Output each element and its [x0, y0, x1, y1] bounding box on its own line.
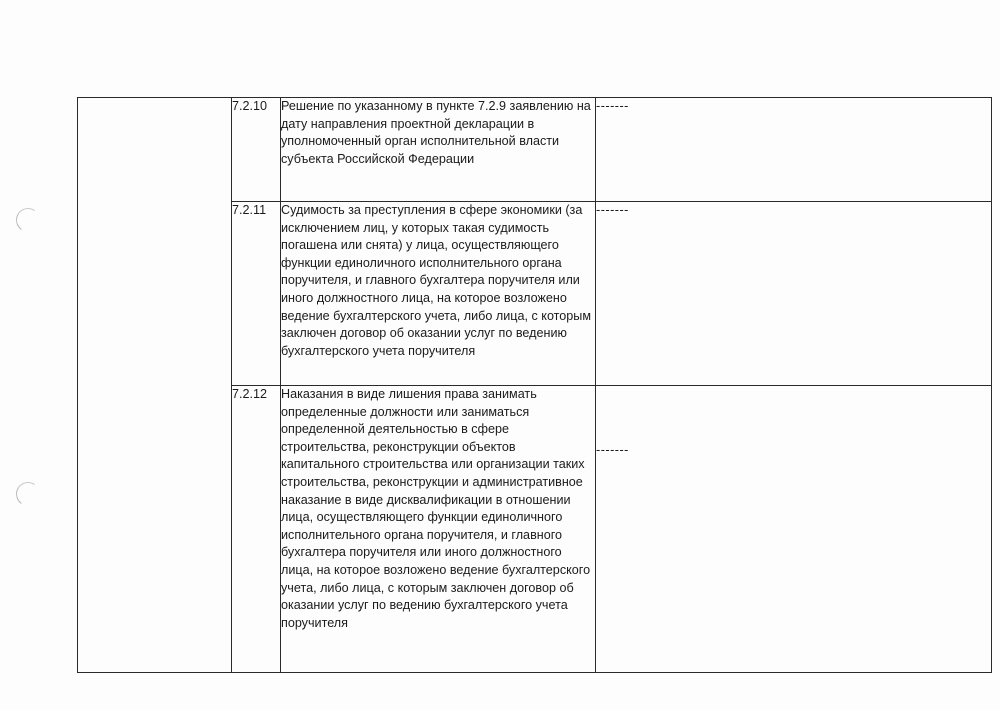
punch-hole-top-icon — [14, 206, 42, 234]
table-row — [78, 98, 992, 202]
row-number: 7.2.11 — [232, 202, 281, 386]
row-description: Судимость за преступления в сфере экономики (за исключением лиц, у которых такая судимость погашена или снята) у лица, осуществляющего функции единоличного исполнительного органа поручителя, и главного бухгалтера поручителя или иного должностного лица, на которое возложено ведение бухгалтерского учета, либо лица, с которым заключен договор об оказании услуг по ведению бухгалтерского учета поручителя — [281, 202, 596, 386]
row-number: 7.2.10 — [232, 98, 281, 202]
row-description: Решение по указанному в пункте 7.2.9 заявлению на дату направления проектной декларации в уполномоченный орган исполнительной власти субъекта Российской Федерации — [281, 98, 596, 202]
row-value: ------- — [596, 98, 992, 202]
declaration-table — [77, 97, 992, 673]
row-description: Наказания в виде лишения права занимать определенные должности или заниматься определенной деятельностью в сфере строительства, реконструкции объектов капитального строительства или организации таких строительства, реконструкции и административное наказание в виде дисквалификации в отношении лица, осуществляющего функции единоличного исполнительного органа поручителя, и главного бухгалтера поручителя или иного должностного лица, на которое возложено ведение бухгалтерского учета, либо лица, с которым заключен договор об оказании услуг по ведению бухгалтерского учета поручителя — [281, 386, 596, 673]
row-value: ------- — [596, 386, 992, 673]
row-number: 7.2.12 — [232, 386, 281, 673]
punch-hole-bottom-icon — [14, 480, 42, 508]
row-value: ------- — [596, 202, 992, 386]
section-column-cell — [78, 98, 232, 673]
